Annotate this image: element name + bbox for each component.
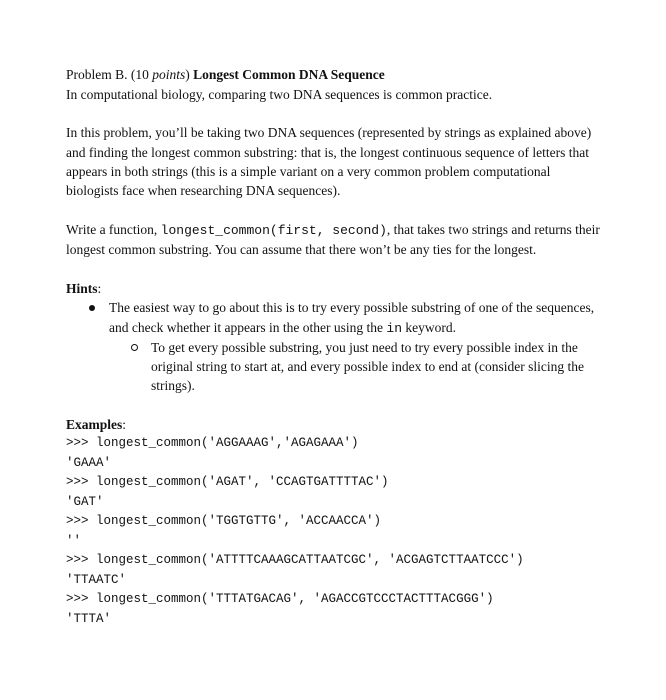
- problem-points-close: ): [185, 67, 190, 82]
- hint-bullet1-line2: [109, 318, 456, 339]
- sub-bullet-icon: [131, 344, 138, 351]
- problem-title: Longest Common DNA Sequence: [193, 67, 385, 82]
- paragraph1-line: appears in both strings (this is a simple variant on a very common problem computational: [66, 164, 551, 179]
- example-call: >>> longest_common('AGGAAAG','AGAGAAA'): [66, 436, 359, 450]
- hints-heading-colon: :: [97, 281, 102, 296]
- hints-heading: [66, 279, 101, 299]
- hint-bullet1-line1: The easiest way to go about this is to try every possible substring of one of the sequences,: [109, 300, 595, 315]
- example-call: >>> longest_common('AGAT', 'CCAGTGATTTTAC'): [66, 475, 389, 489]
- paragraph1-line: and finding the longest common substring: that is, the longest continuous sequence of letters that: [66, 145, 590, 160]
- problem-header: [66, 65, 385, 85]
- problem-label: Problem B.: [66, 67, 128, 82]
- bullet-icon: [89, 305, 95, 311]
- hint-bullet1-prefix: and check whether it appears in the other using the: [109, 320, 387, 335]
- hint-subbullet-line: original string to start at, and every possible index to end at (consider slicing the: [151, 359, 585, 374]
- example-result: 'GAT': [66, 495, 104, 509]
- example-call: >>> longest_common('TGGTGTTG', 'ACCAACCA'): [66, 514, 382, 528]
- function-signature: longest_common(first, second): [160, 223, 387, 238]
- hints-heading-label: Hints: [66, 281, 98, 296]
- hint-bullet1-suffix: keyword.: [402, 320, 457, 335]
- example-call: >>> longest_common('ATTTTCAAAGCATTAATCGC', 'ACGAGTCTTAATCCC'): [66, 553, 524, 567]
- paragraph2-suffix: , that takes two strings and returns their: [386, 222, 600, 237]
- in-keyword: in: [386, 321, 403, 336]
- example-result: '': [66, 534, 82, 548]
- example-result: 'TTAATC': [66, 573, 127, 587]
- example-result: 'TTTA': [66, 612, 112, 626]
- paragraph2-line2: longest common substring. You can assume that there won’t be any ties for the longest.: [66, 242, 537, 257]
- problem-intro: In computational biology, comparing two DNA sequences is common practice.: [66, 87, 493, 102]
- examples-heading-label: Examples: [66, 417, 123, 432]
- paragraph1-line: In this problem, you’ll be taking two DNA sequences (represented by strings as explained above): [66, 125, 592, 140]
- problem-points-open: (10: [130, 67, 153, 82]
- example-call: >>> longest_common('TTTATGACAG', 'AGACCGTCCCTACTTTACGGG'): [66, 592, 494, 606]
- examples-heading-colon: :: [122, 417, 127, 432]
- paragraph1-line: biologists face when researching DNA sequences).: [66, 183, 341, 198]
- paragraph2-prefix: Write a function,: [66, 222, 161, 237]
- hint-subbullet-line: strings).: [151, 378, 195, 393]
- example-result: 'GAAA': [66, 456, 112, 470]
- problem-points-word: points: [152, 67, 186, 82]
- hint-subbullet-line: To get every possible substring, you just need to try every possible index in the: [151, 340, 578, 355]
- paragraph2-line1: [66, 220, 600, 241]
- examples-heading: [66, 415, 126, 435]
